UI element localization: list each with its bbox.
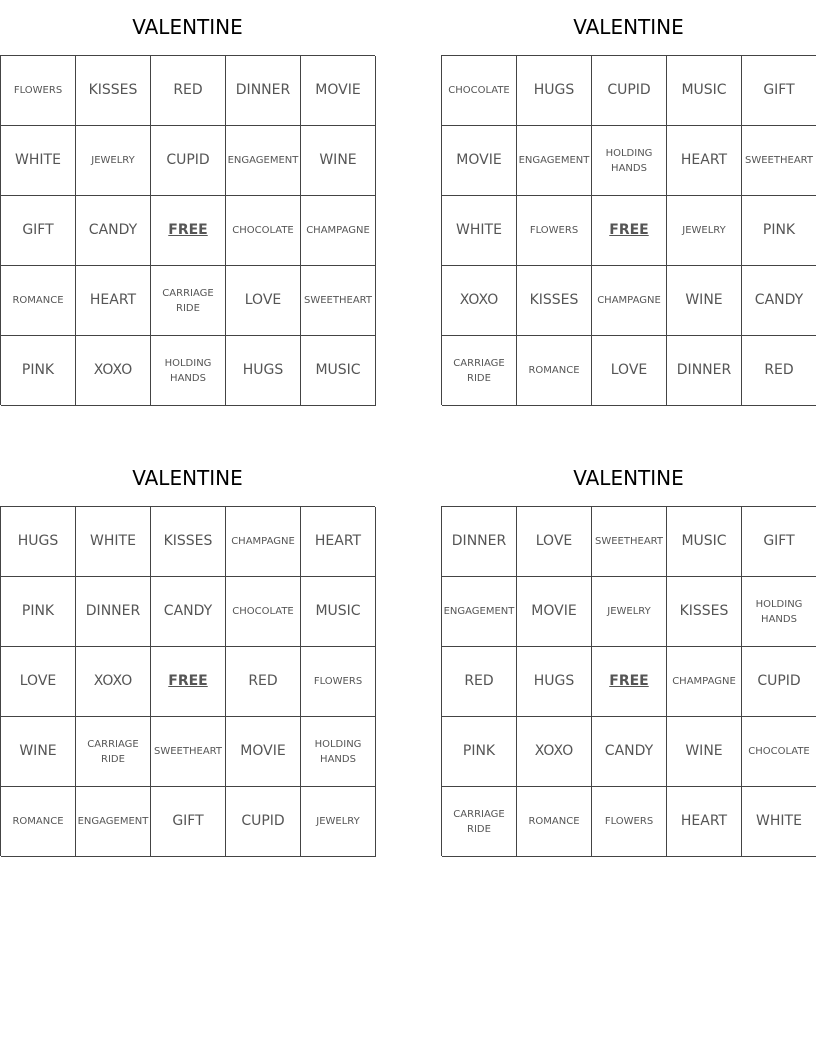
bingo-cell: HUGS	[1, 507, 76, 577]
bingo-cell: WINE	[667, 266, 742, 336]
bingo-cell: XOXO	[442, 266, 517, 336]
bingo-cell: MUSIC	[301, 577, 376, 647]
bingo-cell: HOLDING HANDS	[301, 717, 376, 787]
bingo-cell: KISSES	[76, 56, 151, 126]
free-space-cell: FREE	[592, 647, 667, 717]
bingo-cell: ENGAGEMENT	[226, 126, 301, 196]
bingo-cell: DINNER	[76, 577, 151, 647]
bingo-cell: ROMANCE	[1, 787, 76, 857]
bingo-cell: CUPID	[742, 647, 816, 717]
bingo-cell: CUPID	[226, 787, 301, 857]
free-space-cell: FREE	[592, 196, 667, 266]
bingo-cell: CARRIAGE RIDE	[442, 787, 517, 857]
bingo-cell: JEWELRY	[76, 126, 151, 196]
bingo-cell: XOXO	[517, 717, 592, 787]
bingo-cell: FLOWERS	[592, 787, 667, 857]
bingo-cell: PINK	[1, 336, 76, 406]
bingo-cell: XOXO	[76, 647, 151, 717]
bingo-cell: WINE	[667, 717, 742, 787]
bingo-cell: CHAMPAGNE	[592, 266, 667, 336]
bingo-cell: ENGAGEMENT	[517, 126, 592, 196]
bingo-cell: GIFT	[742, 507, 816, 577]
bingo-cell: RED	[151, 56, 226, 126]
bingo-cell: HOLDING HANDS	[151, 336, 226, 406]
free-space-cell: FREE	[151, 647, 226, 717]
bingo-cell: HEART	[667, 126, 742, 196]
bingo-cell: MUSIC	[667, 507, 742, 577]
bingo-card-2	[441, 0, 816, 405]
bingo-cell: SWEETHEART	[742, 126, 816, 196]
bingo-cell: LOVE	[592, 336, 667, 406]
bingo-cell: MOVIE	[301, 56, 376, 126]
bingo-cell: CHOCOLATE	[226, 196, 301, 266]
bingo-cell: ROMANCE	[517, 787, 592, 857]
bingo-cell: SWEETHEART	[592, 507, 667, 577]
bingo-cell: RED	[226, 647, 301, 717]
bingo-cell: HEART	[76, 266, 151, 336]
bingo-cell: HEART	[301, 507, 376, 577]
bingo-grid	[0, 55, 375, 405]
bingo-cell: WHITE	[1, 126, 76, 196]
bingo-cell: ENGAGEMENT	[76, 787, 151, 857]
bingo-cell: FLOWERS	[301, 647, 376, 717]
bingo-cell: JEWELRY	[301, 787, 376, 857]
bingo-cell: MOVIE	[517, 577, 592, 647]
bingo-card-1	[0, 0, 375, 405]
bingo-cell: DINNER	[442, 507, 517, 577]
bingo-cell: CHAMPAGNE	[301, 196, 376, 266]
bingo-cell: JEWELRY	[592, 577, 667, 647]
bingo-cell: CARRIAGE RIDE	[442, 336, 517, 406]
bingo-cell: CANDY	[76, 196, 151, 266]
bingo-cell: ROMANCE	[1, 266, 76, 336]
bingo-cell: HUGS	[226, 336, 301, 406]
bingo-cell: RED	[442, 647, 517, 717]
bingo-cell: ENGAGEMENT	[442, 577, 517, 647]
card-title: VALENTINE	[132, 466, 243, 490]
bingo-cell: WINE	[301, 126, 376, 196]
bingo-cell: CUPID	[151, 126, 226, 196]
bingo-cell: DINNER	[226, 56, 301, 126]
bingo-cell: HUGS	[517, 56, 592, 126]
bingo-cell: LOVE	[517, 507, 592, 577]
bingo-cell: CUPID	[592, 56, 667, 126]
card-title: VALENTINE	[573, 466, 684, 490]
bingo-cell: KISSES	[517, 266, 592, 336]
bingo-cell: GIFT	[1, 196, 76, 266]
bingo-cell: HOLDING HANDS	[592, 126, 667, 196]
bingo-grid	[0, 506, 375, 856]
bingo-cell: WHITE	[442, 196, 517, 266]
bingo-cell: LOVE	[226, 266, 301, 336]
bingo-cell: CHOCOLATE	[226, 577, 301, 647]
bingo-cell: WHITE	[742, 787, 816, 857]
bingo-cell: PINK	[742, 196, 816, 266]
bingo-cell: CARRIAGE RIDE	[151, 266, 226, 336]
card-title: VALENTINE	[573, 15, 684, 39]
bingo-cell: PINK	[1, 577, 76, 647]
bingo-cell: ROMANCE	[517, 336, 592, 406]
free-space-cell: FREE	[151, 196, 226, 266]
bingo-cell: CHAMPAGNE	[667, 647, 742, 717]
card-title: VALENTINE	[132, 15, 243, 39]
bingo-cell: CHOCOLATE	[442, 56, 517, 126]
bingo-card-3	[0, 451, 375, 856]
bingo-cell: WHITE	[76, 507, 151, 577]
bingo-cell: CANDY	[592, 717, 667, 787]
bingo-cell: KISSES	[667, 577, 742, 647]
bingo-cell: MUSIC	[667, 56, 742, 126]
bingo-cell: CANDY	[742, 266, 816, 336]
bingo-cell: MUSIC	[301, 336, 376, 406]
bingo-cell: FLOWERS	[1, 56, 76, 126]
bingo-cell: CARRIAGE RIDE	[76, 717, 151, 787]
bingo-cell: CHAMPAGNE	[226, 507, 301, 577]
bingo-cell: RED	[742, 336, 816, 406]
bingo-cell: JEWELRY	[667, 196, 742, 266]
bingo-cell: FLOWERS	[517, 196, 592, 266]
bingo-cell: HOLDING HANDS	[742, 577, 816, 647]
bingo-grid	[441, 55, 816, 405]
bingo-cell: HUGS	[517, 647, 592, 717]
bingo-cell: CANDY	[151, 577, 226, 647]
bingo-grid	[441, 506, 816, 856]
bingo-cell: GIFT	[742, 56, 816, 126]
bingo-cell: SWEETHEART	[301, 266, 376, 336]
bingo-cell: DINNER	[667, 336, 742, 406]
bingo-cell: HEART	[667, 787, 742, 857]
bingo-cell: MOVIE	[442, 126, 517, 196]
bingo-card-4	[441, 451, 816, 856]
bingo-cell: LOVE	[1, 647, 76, 717]
bingo-cell: WINE	[1, 717, 76, 787]
bingo-cell: PINK	[442, 717, 517, 787]
bingo-cell: SWEETHEART	[151, 717, 226, 787]
bingo-cell: GIFT	[151, 787, 226, 857]
bingo-cell: KISSES	[151, 507, 226, 577]
bingo-cell: CHOCOLATE	[742, 717, 816, 787]
bingo-cell: XOXO	[76, 336, 151, 406]
bingo-cell: MOVIE	[226, 717, 301, 787]
